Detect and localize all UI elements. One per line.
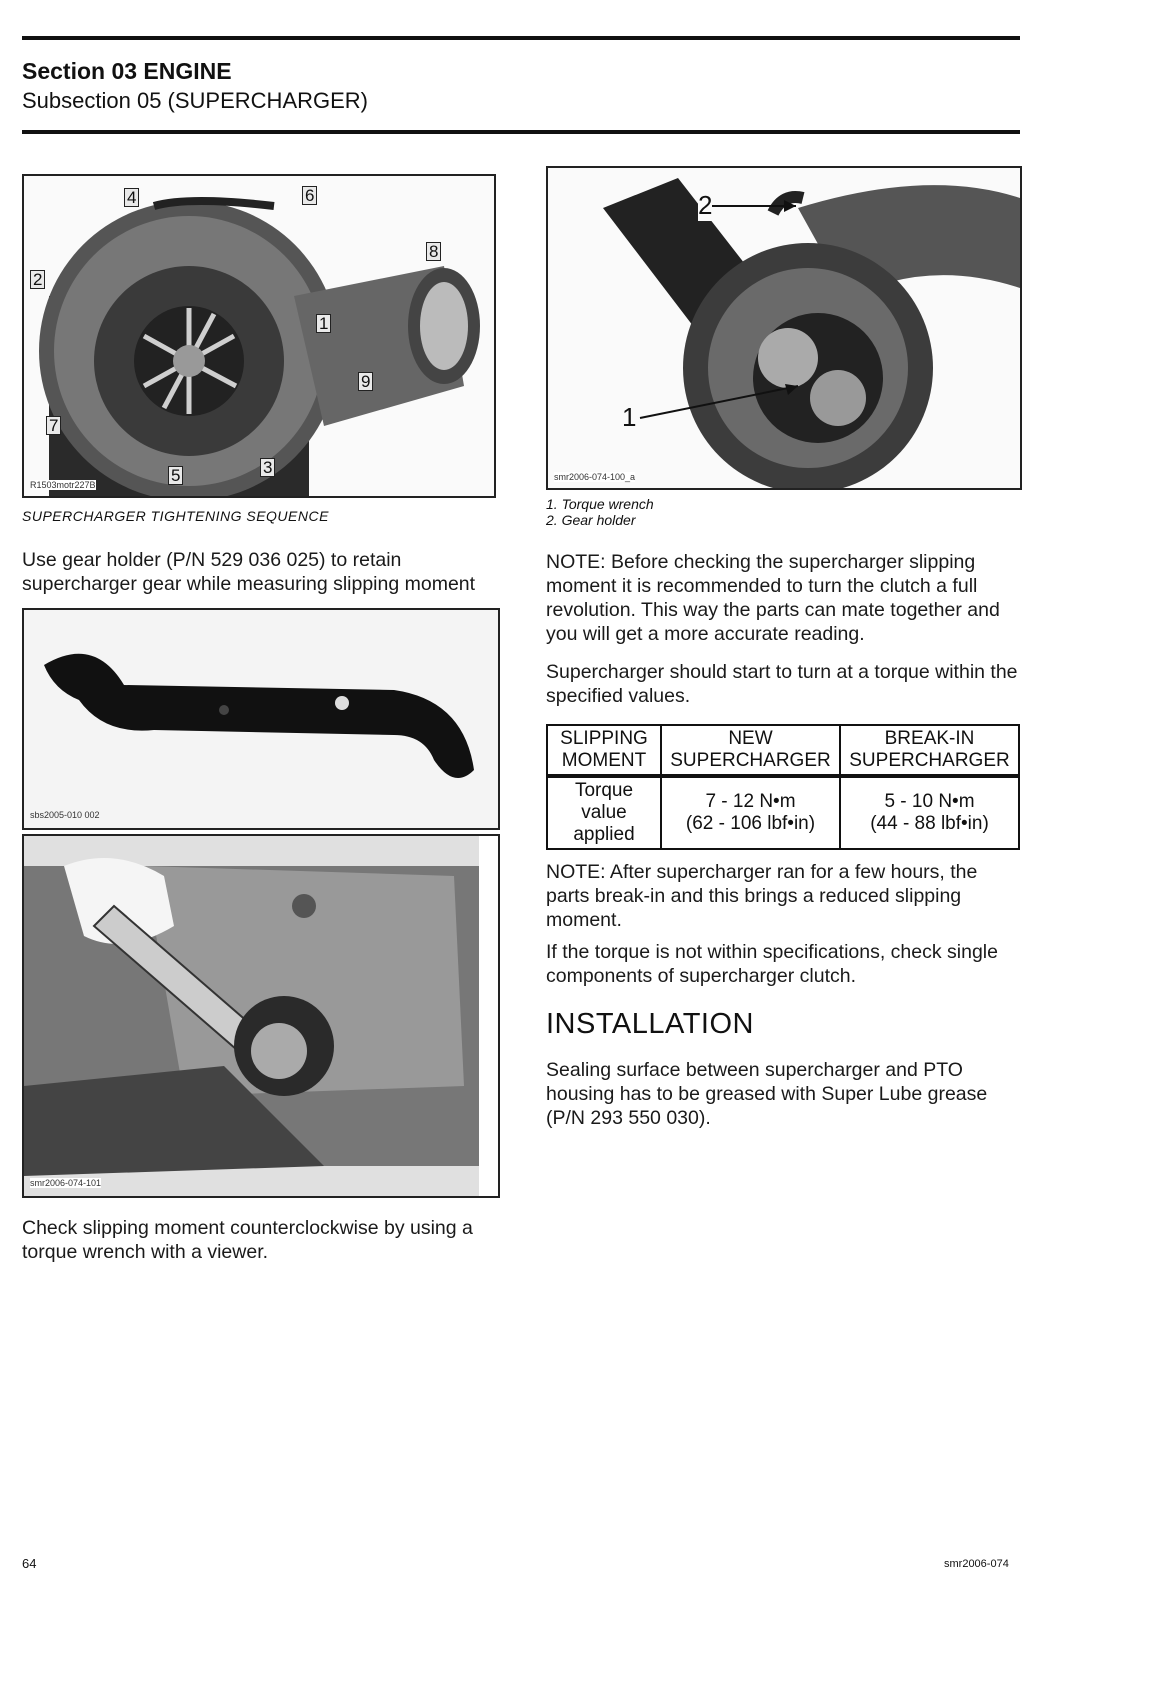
note-label: NOTE: <box>546 861 606 883</box>
callout-2: 2 <box>30 270 45 289</box>
section-title: Section 03 ENGINE <box>22 58 232 84</box>
torque-wrench-illustration <box>548 168 1020 488</box>
header-breakin-supercharger: BREAK-IN SUPERCHARGER <box>840 725 1019 776</box>
callout-8: 8 <box>426 242 441 261</box>
figure-code: sbs2005-010 002 <box>30 810 100 820</box>
figure-code: smr2006-074-100_a <box>554 472 636 482</box>
legend-item: 1. Torque wrench <box>546 496 654 512</box>
figure-legend <box>546 496 654 528</box>
page-number: 64 <box>22 1556 37 1571</box>
header-rule <box>22 130 1020 134</box>
installation-heading: INSTALLATION <box>546 1008 754 1040</box>
figure-caption: SUPERCHARGER TIGHTENING SEQUENCE <box>22 508 329 524</box>
callout-9: 9 <box>358 372 373 391</box>
callout-5: 5 <box>168 466 183 485</box>
slipping-moment-table <box>546 724 1020 850</box>
row-label: Torque value applied <box>547 776 661 849</box>
callout-4: 4 <box>124 188 139 207</box>
subsection-title: Subsection 05 (SUPERCHARGER) <box>22 88 369 113</box>
table-row <box>547 776 1019 849</box>
gear-holder-illustration <box>24 610 498 828</box>
if-not-paragraph: If the torque is not within specifications, check single components of supercharger clutch. <box>546 941 998 987</box>
installation-paragraph: Sealing surface between supercharger and PTO housing has to be greased with Super Lube grease (P/N 293 550 030). <box>546 1059 988 1129</box>
header-new-supercharger: NEW SUPERCHARGER <box>661 725 840 776</box>
note-label: NOTE: <box>546 551 606 573</box>
torque-check-illustration <box>24 836 498 1196</box>
figure-code: smr2006-074-101 <box>30 1178 102 1188</box>
gear-holder-paragraph: Use gear holder (P/N 529 036 025) to retain supercharger gear while measuring slipping moment <box>22 549 476 595</box>
supercharger-photo <box>22 174 496 498</box>
note-text: After supercharger ran for a few hours, the parts break-in and this brings a reduced slipping moment. <box>546 861 978 931</box>
callout-1: 1 <box>316 314 331 333</box>
gear-holder-photo <box>22 608 500 830</box>
torque-wrench-photo <box>546 166 1022 490</box>
callout-6: 6 <box>302 186 317 205</box>
callout-2: 2 <box>698 190 713 220</box>
check-slipping-paragraph: Check slipping moment counterclockwise by using a torque wrench with a viewer. <box>22 1217 473 1263</box>
callout-7: 7 <box>46 416 61 435</box>
callout-3: 3 <box>260 458 275 477</box>
supercharger-illustration <box>24 176 494 496</box>
top-rule <box>22 36 1020 40</box>
note-2 <box>546 860 1018 932</box>
breakin-value: 5 - 10 N•m (44 - 88 lbf•in) <box>840 776 1019 849</box>
should-start-paragraph: Supercharger should start to turn at a torque within the specified values. <box>546 661 1018 707</box>
header-slipping-moment: SLIPPING MOMENT <box>547 725 661 776</box>
document-code: smr2006-074 <box>944 1558 1009 1570</box>
note-1 <box>546 550 1018 646</box>
torque-check-photo <box>22 834 500 1198</box>
legend-item: 2. Gear holder <box>546 512 636 528</box>
callout-1: 1 <box>622 402 637 432</box>
note-text: Before checking the supercharger slipping moment it is recommended to turn the clutch a full revolution. This way the parts can mate together and you will get a more accurate reading. <box>546 551 1000 645</box>
table-header-row <box>547 725 1019 776</box>
figure-code: R1503motr227B <box>30 480 96 490</box>
new-value: 7 - 12 N•m (62 - 106 lbf•in) <box>661 776 840 849</box>
